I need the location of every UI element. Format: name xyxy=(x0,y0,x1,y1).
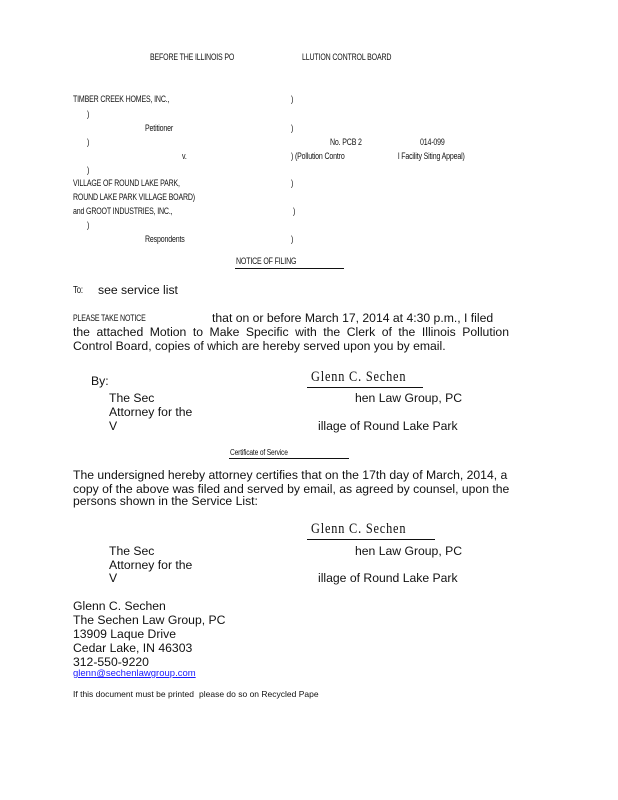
petitioner-label: Petitioner xyxy=(145,123,174,133)
contact-city: Cedar Lake, IN 46303 xyxy=(73,641,193,655)
respondent-line-2: ROUND LAKE PARK VILLAGE BOARD) xyxy=(73,192,195,202)
caption-paren: ) xyxy=(293,206,296,216)
signature: Glenn C. Sechen xyxy=(311,369,407,385)
notice-heading: NOTICE OF FILING xyxy=(236,256,297,266)
contact-name: Glenn C. Sechen xyxy=(73,599,166,613)
firm-name-left: The Sec xyxy=(109,544,155,558)
attorney-for-label: Attorney for the xyxy=(109,558,193,572)
certificate-line-2: copy of the above was filed and served by email, as agreed by counsel, upon the xyxy=(73,482,510,496)
case-type-part2: l Facility Siting Appeal) xyxy=(398,151,465,161)
contact-email-link[interactable]: glenn@sechenlawgroup.com xyxy=(73,668,196,679)
firm-name-right: hen Law Group, PC xyxy=(355,544,463,558)
caption-paren: ) xyxy=(291,123,294,133)
certificate-line-3: persons shown in the Service List: xyxy=(73,494,258,508)
village-right: illage of Round Lake Park xyxy=(318,571,458,585)
village-left: V xyxy=(109,419,118,433)
signature: Glenn C. Sechen xyxy=(311,521,407,537)
case-type-part1: ) (Pollution Contro xyxy=(291,151,345,161)
respondent-line-1: VILLAGE OF ROUND LAKE PARK, xyxy=(73,178,180,188)
contact-street: 13909 Laque Drive xyxy=(73,627,176,641)
caption-paren: ) xyxy=(291,94,294,104)
versus-label: v. xyxy=(182,151,187,161)
caption-paren: ) xyxy=(87,109,90,119)
caption-paren: ) xyxy=(87,220,90,230)
notice-line-3: Control Board, copies of which are hereby served upon you by email. xyxy=(73,339,446,353)
to-label: To: xyxy=(73,285,83,296)
firm-name-right: hen Law Group, PC xyxy=(355,391,463,405)
contact-phone: 312-550-9220 xyxy=(73,655,149,669)
village-left: V xyxy=(109,571,118,585)
to-value: see service list xyxy=(98,283,178,297)
recycle-note-part1: If this document must be printed xyxy=(73,689,194,699)
by-label: By: xyxy=(91,374,109,388)
please-take-notice: PLEASE TAKE NOTICE xyxy=(73,313,146,323)
caption-paren: ) xyxy=(291,178,294,188)
court-title-part1: BEFORE THE ILLINOIS PO xyxy=(150,52,235,62)
contact-firm: The Sechen Law Group, PC xyxy=(73,613,226,627)
court-title-part2: LLUTION CONTROL BOARD xyxy=(302,52,392,62)
petitioner-name: TIMBER CREEK HOMES, INC., xyxy=(73,94,170,104)
notice-line-1: that on or before March 17, 2014 at 4:30 p.m., I filed xyxy=(212,311,494,325)
caption-paren: ) xyxy=(291,234,294,244)
respondents-label: Respondents xyxy=(145,234,185,244)
case-number-label: No. PCB 2 xyxy=(330,137,362,147)
caption-paren: ) xyxy=(87,165,90,175)
recycle-note-part2: please do so on Recycled Pape xyxy=(199,689,319,699)
attorney-for-label: Attorney for the xyxy=(109,405,193,419)
case-number-value: 014-099 xyxy=(420,137,445,147)
notice-line-2: the attached Motion to Make Specific with the Clerk of the Illinois Pollution xyxy=(73,325,509,339)
respondent-line-3: and GROOT INDUSTRIES, INC., xyxy=(73,206,173,216)
certificate-line-1: The undersigned hereby attorney certifies that on the 17th day of March, 2014, a xyxy=(73,468,508,482)
village-right: illage of Round Lake Park xyxy=(318,419,458,433)
certificate-heading: Certificate of Service xyxy=(230,447,288,457)
firm-name-left: The Sec xyxy=(109,391,155,405)
caption-paren: ) xyxy=(87,137,90,147)
